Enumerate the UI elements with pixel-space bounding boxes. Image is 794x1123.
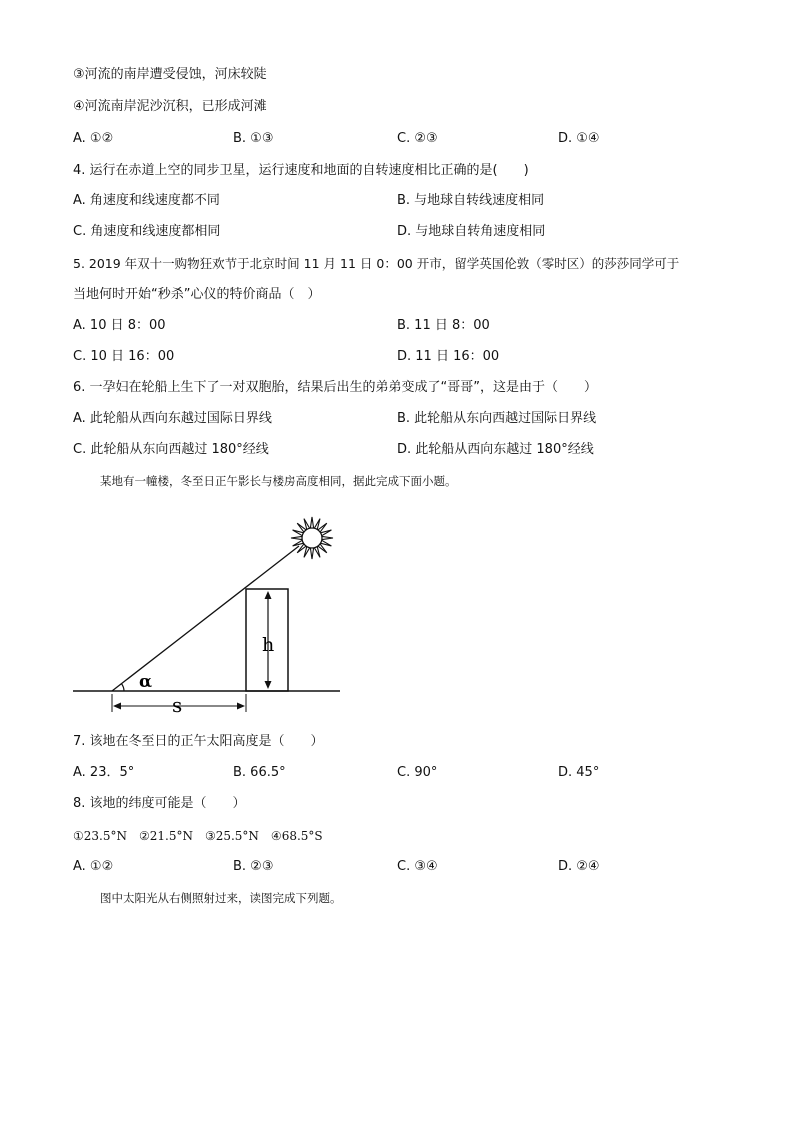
label-h: h [262,634,275,656]
option-c: C. 10 日 16：00 [73,349,175,364]
sun-ray [112,546,299,691]
option-c: C. ②③ [397,131,438,146]
option-c: C. ③④ [397,859,438,874]
option-b: B. ②③ [233,859,274,874]
label-alpha: α [139,672,153,692]
sun-petal [310,548,313,559]
statement-3: ③河流的南岸遭受侵蚀，河床较陡 [73,67,267,82]
question-7: 7. 该地在冬至日的正午太阳高度是（ ） [73,734,324,749]
sun-petal [291,536,302,539]
angle-arc [122,684,125,691]
option-c: C. 角速度和线速度都相同 [73,224,221,239]
option-a: A. 角速度和线速度都不同 [73,193,220,208]
sun-petal [310,517,313,528]
option-a: A. 23．5° [73,765,135,780]
question-8: 8. 该地的纬度可能是（ ） [73,796,246,811]
option-d: D. 45° [558,765,600,780]
label-s: s [172,693,183,717]
statement-4: ④河流南岸泥沙沉积，已形成河滩 [73,99,267,114]
option-d: D. 此轮船从西向东越过 180°经线 [397,442,594,457]
intro-text-2: 图中太阳光从右侧照射过来，读图完成下列题。 [100,891,342,905]
option-b: B. ①③ [233,131,274,146]
option-b: B. 此轮船从东向西越过国际日界线 [397,411,597,426]
option-d: D. 11 日 16：00 [397,349,500,364]
option-d: D. ②④ [558,859,600,874]
sun-icon [291,517,333,559]
option-a: A. ①② [73,859,114,874]
option-c: C. 90° [397,765,438,780]
question-6: 6. 一孕妇在轮船上生下了一对双胞胎，结果后出生的弟弟变成了“哥哥”，这是由于（ ） [73,380,598,395]
option-a: A. ①② [73,131,114,146]
option-b: B. 与地球自转线速度相同 [397,193,545,208]
intro-text-1: 某地有一幢楼，冬至日正午影长与楼房高度相同，据此完成下面小题。 [100,474,457,488]
option-b: B. 11 日 8：00 [397,318,490,333]
option-a: A. 此轮船从西向东越过国际日界线 [73,411,272,426]
question-5-line-2: 当地何时开始“秒杀”心仪的特价商品（ ） [73,287,321,302]
question-8-choices: ①23.5°N ②21.5°N ③25.5°N ④68.5°S [73,829,323,843]
option-d: D. ①④ [558,131,600,146]
option-a: A. 10 日 8：00 [73,318,166,333]
option-c: C. 此轮船从东向西越过 180°经线 [73,442,269,457]
sun-petal [322,536,333,539]
question-5-line-1: 5. 2019 年双十一购物狂欢节于北京时间 11 月 11 日 0：00 开市，留学英国伦敦（零时区）的莎莎同学可于 [73,256,680,271]
option-b: B. 66.5° [233,765,286,780]
question-4: 4. 运行在赤道上空的同步卫星，运行速度和地面的自转速度相比正确的是( ) [73,163,529,178]
option-d: D. 与地球自转角速度相同 [397,224,546,239]
